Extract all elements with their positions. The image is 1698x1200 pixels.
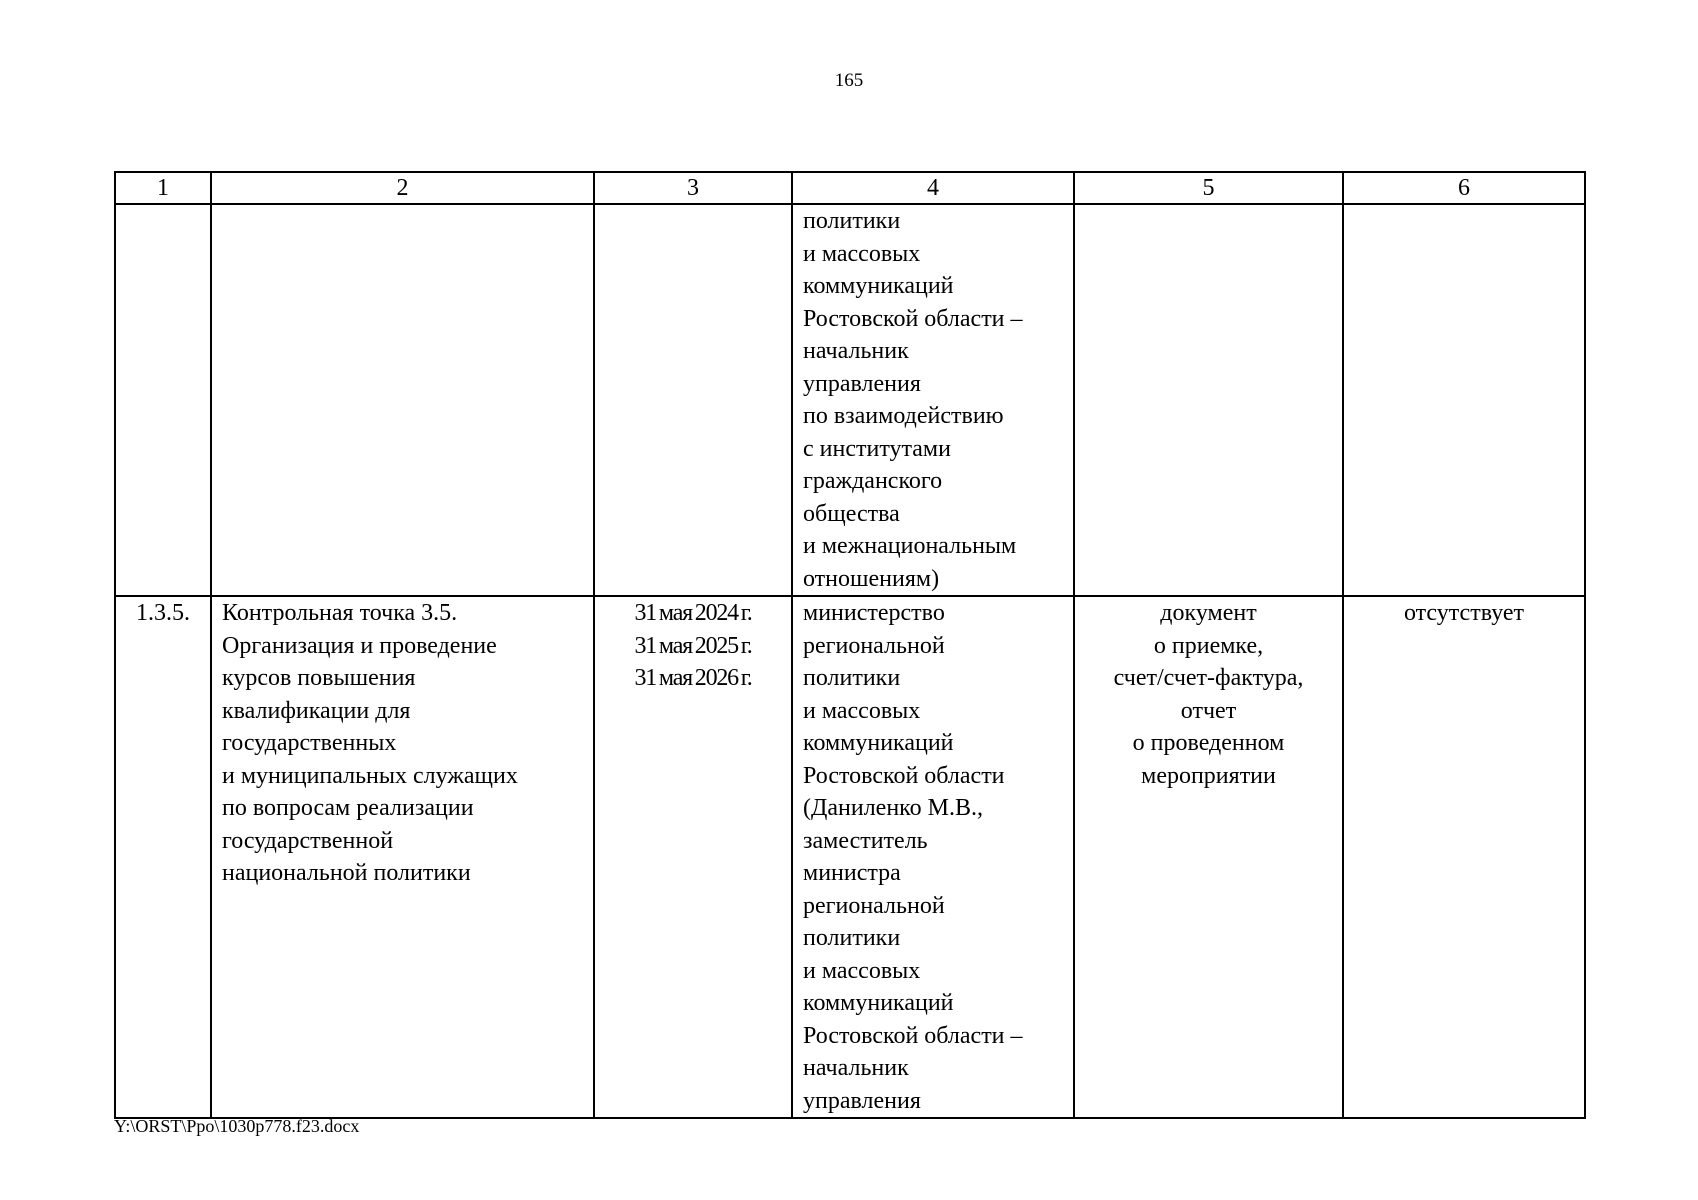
header-col-5: 5 (1074, 172, 1343, 204)
control-points-table (114, 171, 1586, 1119)
cell-responsible: министерство региональной политики и массовых коммуникаций Ростовской области (Даниленко М.В., заместитель министра региональной политики и массовых коммуникаций Ростовской области – начальник управления (792, 596, 1074, 1118)
header-col-6: 6 (1343, 172, 1585, 204)
header-col-2: 2 (211, 172, 594, 204)
header-col-3: 3 (594, 172, 792, 204)
cell-name (211, 204, 594, 596)
cell-name: Контрольная точка 3.5. Организация и проведение курсов повышения квалификации для государственных и муниципальных служащих по вопросам реализации государственной национальной политики (211, 596, 594, 1118)
cell-document: документ о приемке, счет/счет-фактура, отчет о проведенном мероприятии (1074, 596, 1343, 1118)
cell-number: 1.3.5. (115, 596, 211, 1118)
cell-dates (594, 204, 792, 596)
table-row-continuation (115, 204, 1585, 596)
cell-number (115, 204, 211, 596)
cell-document (1074, 204, 1343, 596)
cell-status: отсутствует (1343, 596, 1585, 1118)
page-number: 165 (834, 70, 864, 91)
cell-responsible: политики и массовых коммуникаций Ростовской области – начальник управления по взаимодействию с институтами гражданского общества и межнациональным отношениям) (792, 204, 1074, 596)
table-header-row (115, 172, 1585, 204)
footer-file-path: Y:\ORST\Ppo\1030p778.f23.docx (114, 1116, 360, 1136)
cell-status (1343, 204, 1585, 596)
table-row-1-3-5 (115, 596, 1585, 1118)
header-col-1: 1 (115, 172, 211, 204)
cell-dates: 31 мая 2024 г. 31 мая 2025 г. 31 мая 2026 г. (594, 596, 792, 1118)
header-col-4: 4 (792, 172, 1074, 204)
